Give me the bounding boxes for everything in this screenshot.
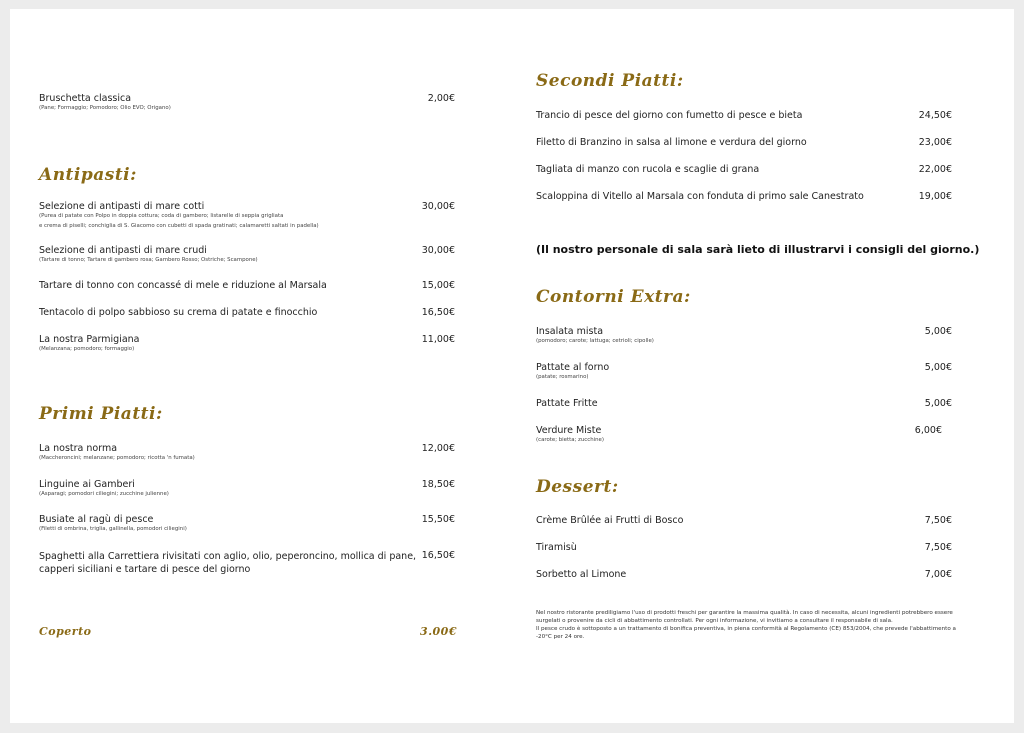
menu-page	[10, 9, 1014, 723]
item-name: Selezione di antipasti di mare crudi	[39, 245, 207, 256]
item-name: Tentacolo di polpo sabbioso su crema di patate e finocchio	[39, 307, 318, 318]
item-name: capperi siciliani e tartare di pesce del giorno	[39, 564, 251, 575]
menu-item	[39, 514, 187, 535]
item-price: 19,00€	[918, 191, 952, 202]
item-price: 16,50€	[421, 550, 455, 561]
item-name: Insalata mista	[536, 326, 604, 337]
menu-item	[39, 479, 169, 500]
item-price: 30,00€	[421, 201, 455, 212]
coperto-label: Coperto	[39, 625, 92, 638]
item-desc: (Purea di patate con Polpo in doppia cottura; coda di gambero; listarelle di seppia grigliata	[39, 213, 284, 219]
item-price: 5,00€	[924, 398, 952, 409]
item-price: 24,50€	[918, 110, 952, 121]
item-name: Bruschetta classica	[39, 93, 132, 104]
item-price: 11,00€	[421, 334, 455, 345]
item-desc: (Maccheroncini; melanzane; pomodoro; ricotta 'n fumata)	[39, 455, 195, 461]
item-price: 23,00€	[918, 137, 952, 148]
item-price: 2,00€	[427, 93, 455, 104]
menu-item	[536, 362, 609, 383]
item-name: Busiate al ragù di pesce	[39, 514, 154, 525]
section-title-contorni: Contorni Extra:	[536, 287, 691, 307]
item-name: Pattate al forno	[536, 362, 610, 373]
item-price: 5,00€	[924, 326, 952, 337]
item-price: 5,00€	[924, 362, 952, 373]
menu-item	[39, 93, 171, 114]
item-name: La nostra Parmigiana	[39, 334, 140, 345]
coperto-price: 3.00€	[420, 625, 457, 638]
staff-note: (Il nostro personale di sala sarà lieto di illustrarvi i consigli del giorno.)	[536, 243, 980, 256]
item-name: Verdure Miste	[536, 425, 602, 436]
item-name: Scaloppina di Vitello al Marsala con fonduta di primo sale Canestrato	[536, 191, 864, 202]
item-name: Trancio di pesce del giorno con fumetto di pesce e bieta	[536, 110, 803, 121]
menu-item	[39, 307, 317, 318]
item-name: Tagliata di manzo con rucola e scaglie di grana	[536, 164, 760, 175]
item-price: 16,50€	[421, 307, 455, 318]
section-title-secondi: Secondi Piatti:	[536, 71, 684, 91]
item-name: Pattate Fritte	[536, 398, 598, 409]
section-title-antipasti: Antipasti:	[39, 165, 137, 185]
item-name: Sorbetto al Limone	[536, 569, 627, 580]
item-desc: (Pane; Formaggio; Pomodoro; Olio EVO; Origano)	[39, 105, 171, 111]
section-title-primi: Primi Piatti:	[39, 404, 163, 424]
item-desc: (Melanzana; pomodoro; formaggio)	[39, 346, 135, 352]
item-price: 30,00€	[421, 245, 455, 256]
item-desc: (Tartare di tonno; Tartare di gambero rosa; Gambero Rosso; Ostriche; Scampone)	[39, 257, 258, 263]
menu-item	[536, 326, 654, 347]
menu-item	[39, 550, 416, 576]
footer-text: Nel nostro ristorante prediligiamo l'uso di prodotti freschi per garantire la massima qualità. In caso di necessita, alcuni ingredienti potrebbero essere surgelati o provenire da cicli di abbattimento controllati. Per ogni informazione, vi invitiamo a consultare il responsabile di sala.	[536, 610, 953, 624]
item-name: Selezione di antipasti di mare cotti	[39, 201, 205, 212]
menu-item	[39, 245, 258, 266]
item-price: 12,00€	[421, 443, 455, 454]
item-price: 7,50€	[924, 515, 952, 526]
item-desc: (Filetti di ombrina, triglia, gallinella, pomodori ciliegini)	[39, 526, 187, 532]
footer-note	[536, 609, 956, 641]
item-name: Filetto di Branzino in salsa al limone e verdura del giorno	[536, 137, 807, 148]
item-price: 15,50€	[421, 514, 455, 525]
item-name: Crème Brûlée ai Frutti di Bosco	[536, 515, 684, 526]
item-desc: (pomodoro; carote; lattuga; cetrioli; cipolle)	[536, 338, 654, 344]
item-desc: (patate; rosmarino)	[536, 374, 589, 380]
menu-item	[39, 443, 195, 464]
menu-item	[39, 280, 327, 291]
menu-item	[39, 201, 319, 231]
item-price: 22,00€	[918, 164, 952, 175]
menu-item	[39, 334, 139, 355]
item-price: 7,00€	[924, 569, 952, 580]
item-name: La nostra norma	[39, 443, 118, 454]
item-name: Linguine ai Gamberi	[39, 479, 135, 490]
item-name: Tiramisù	[536, 542, 577, 553]
item-desc: (carote; bietta; zucchine)	[536, 437, 604, 443]
footer-text: Il pesce crudo è sottoposto a un trattamento di bonifica preventiva, in piena conformità al Regolamento (CE) 853/2004, che prevede l'abbattimento a -20°C per 24 ore.	[536, 626, 956, 640]
item-name: Tartare di tonno con concassé di mele e riduzione al Marsala	[39, 280, 327, 291]
section-title-dessert: Dessert:	[536, 477, 619, 497]
item-price: 18,50€	[421, 479, 455, 490]
item-price: 6,00€	[914, 425, 942, 436]
item-price: 15,00€	[421, 280, 455, 291]
item-price: 7,50€	[924, 542, 952, 553]
item-desc: e crema di piselli; conchiglia di S. Giacomo con cubetti di spada gratinati; calamaretti saltati in padella)	[39, 222, 319, 229]
item-name: Spaghetti alla Carrettiera rivisitati con aglio, olio, peperoncino, mollica di pane,	[39, 551, 417, 562]
menu-item	[536, 425, 604, 446]
item-desc: (Asparagi; pomodori ciliegini; zucchine julienne)	[39, 491, 169, 497]
